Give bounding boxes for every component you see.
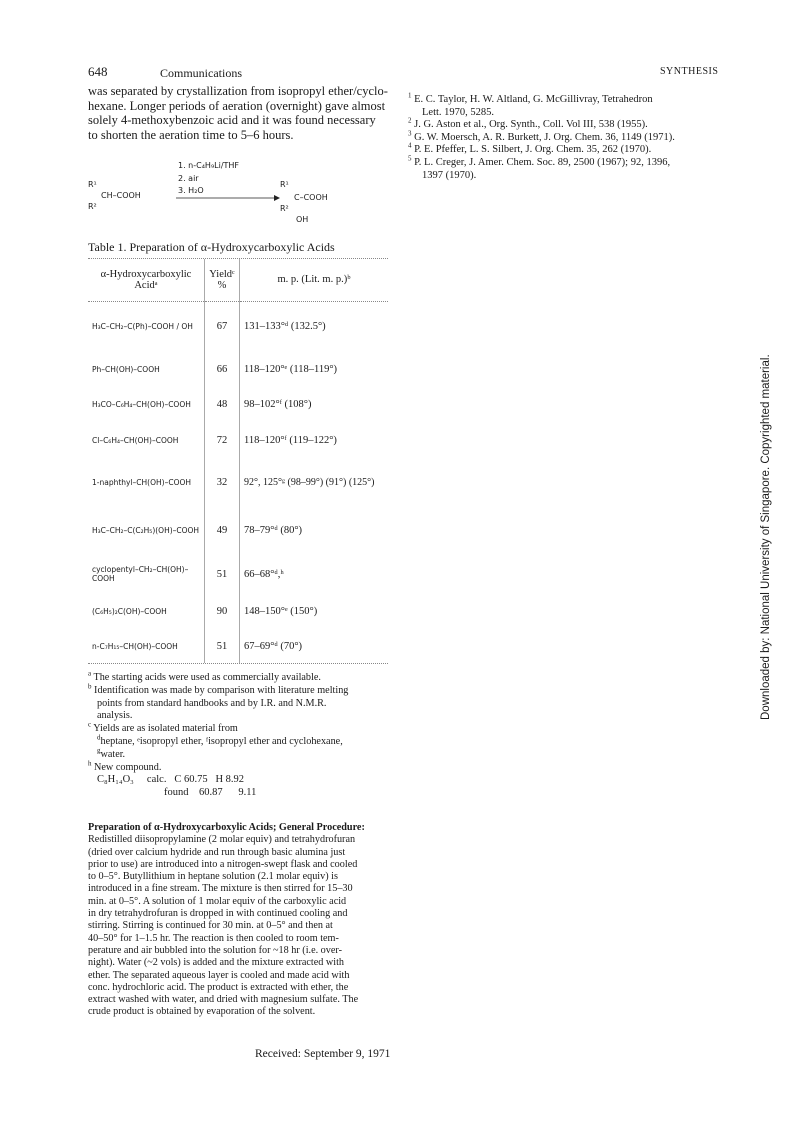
product-oh: OH: [296, 215, 309, 224]
text-line: ether. The separated aqueous layer is cooled and made acid with: [88, 969, 350, 981]
yield-cell: 90: [205, 593, 240, 629]
text-line: night). Water (~2 vols) is added and the mixture extracted with: [88, 957, 345, 969]
product-formula: C–COOH: [294, 193, 328, 202]
reference-item: $^5$ P. L. Creger, J. Amer. Chem. Soc. 89, 2500 (1967); 92, 1396,: [408, 154, 671, 168]
text-line: crude product is obtained by evaporation of the solvent.: [88, 1006, 316, 1018]
r2-label: R²: [88, 202, 97, 211]
text-line: in dry tetrahydrofuran is dropped in with continued cooling and: [88, 908, 348, 920]
text-line: to 0–5°. Butyllithium in heptane solution (2.1 molar equiv) is: [88, 871, 338, 883]
table-row: [88, 421, 388, 459]
intro-paragraph: [88, 84, 388, 142]
data-table: [88, 258, 388, 664]
section-title: Communications: [160, 66, 242, 80]
reaction-arrow: [176, 194, 280, 202]
received-date: Received: September 9, 1971: [255, 1048, 391, 1060]
acid-structure: Ph–CH(OH)–COOH: [88, 351, 205, 387]
scheme-step-2: 2. air: [178, 174, 199, 183]
text-line: perature and air bubbled into the solution for ~18 hr (i.e. over-: [88, 944, 342, 956]
yield-cell: 66: [205, 351, 240, 387]
mp-cell: 131–133°ᵈ (132.5°): [244, 320, 326, 332]
table-row: [88, 629, 388, 663]
footnote-b: Identification was made by comparison with literature melting: [94, 684, 349, 696]
acid-structure: (C₆H₅)₂C(OH)–COOH: [88, 593, 205, 629]
acid-structure: n-C₇H₁₅–CH(OH)–COOH: [88, 629, 205, 663]
reference-continuation: Lett. 1970, 5285.: [422, 106, 495, 118]
text-line: conc. hydrochloric acid. The product is extracted with ether, the: [88, 981, 349, 993]
reactant-formula: CH–COOH: [101, 191, 141, 200]
table-row: [88, 351, 388, 387]
reference-item: $^1$ E. C. Taylor, H. W. Altland, G. McGillivray, Tetrahedron: [408, 91, 653, 105]
table-title: Table 1. Preparation of α-Hydroxycarboxylic Acids: [88, 240, 335, 254]
text-line: Redistilled diisopropylamine (2 molar equiv) and tetrahydrofuran: [88, 834, 356, 846]
table-footnotes: $^a$ The starting acids were used as commercially available. $^b$ Identification was made by comparison with literature melting points from standard handbooks and by I.R. and N.M.R. analysis. $^c$ Yields are as isolated material from $^d$heptane, ᵉisopropyl ether, ᶠisopropyl ether and cyclohexane, $^g$water. $^h$ New compound. C₈H₁₄O₃ calc. C 60.75 H 8.92 found 60.87 9.11: [88, 672, 388, 800]
acid-structure: H₃CO–C₆H₄–CH(OH)–COOH: [88, 387, 205, 421]
text-line: hexane. Longer periods of aeration (overnight) gave almost: [88, 98, 386, 113]
yield-cell: 72: [205, 421, 240, 459]
scheme-step-3: 3. H₂O: [178, 186, 204, 195]
text-line: min. at 0–5°. A solution of 1 molar equiv of the carboxylic acid: [88, 895, 347, 907]
r1-label: R¹: [88, 180, 97, 189]
reference-item: $^3$ G. W. Moersch, A. R. Burkett, J. Org. Chem. 36, 1149 (1971).: [408, 129, 675, 143]
table-row: [88, 459, 388, 505]
download-watermark: Downloaded by: National University of Singapore. Copyrighted material.: [760, 354, 772, 720]
col-header-yield: Yieldᶜ %: [205, 259, 240, 301]
text-line: (dried over calcium hydride and run through basic alumina just: [88, 846, 346, 858]
general-procedure: [88, 822, 390, 1019]
text-line: was separated by crystallization from isopropyl ether/cyclo-: [88, 84, 388, 98]
footnote-b-line: analysis.: [97, 710, 133, 722]
reference-continuation: 1397 (1970).: [422, 169, 477, 181]
footnote-h: New compound.: [94, 761, 162, 773]
reference-list: [408, 91, 728, 182]
footnote-c: Yields are as isolated material from: [93, 723, 238, 735]
yield-cell: 49: [205, 505, 240, 555]
text-line: to shorten the aeration time to 5–6 hours.: [88, 127, 294, 142]
mp-cell: 148–150°ᵉ (150°): [244, 605, 318, 617]
text-line: stirring. Stirring is continued for 30 min. at 0–5° and then at: [88, 920, 333, 932]
product-r2-label: R²: [280, 204, 289, 213]
mp-cell: 78–79°ᵈ (80°): [244, 524, 303, 536]
col-header-acid: α-Hydroxycarboxylic Acidᵃ: [88, 259, 205, 301]
reference-item: $^4$ P. E. Pfeffer, L. S. Silbert, J. Org. Chem. 35, 262 (1970).: [408, 141, 652, 156]
reaction-scheme: [88, 158, 388, 230]
journal-name: SYNTHESIS: [660, 66, 719, 77]
product-r1-label: R¹: [280, 180, 289, 189]
reference-item: $^2$ J. G. Aston et al., Org. Synth., Coll. Vol III, 538 (1955).: [408, 116, 648, 131]
acid-structure: 1-naphthyl–CH(OH)–COOH: [88, 459, 205, 505]
text-line: extract washed with water, and dried with magnesium sulfate. The: [88, 994, 359, 1006]
table-row: [88, 387, 388, 421]
text-line: prior to use) are introduced into a nitrogen-swept flask and cooled: [88, 858, 358, 870]
elemental-analysis-calc: C₈H₁₄O₃ calc. C 60.75 H 8.92: [97, 774, 245, 786]
text-line: introduced in a fine stream. The mixture is then stirred for 15–30: [88, 883, 353, 895]
mp-cell: 92°, 125°ᵍ (98–99°) (91°) (125°): [244, 476, 375, 488]
col-header-mp: m. p. (Lit. m. p.)ᵇ: [277, 274, 351, 286]
yield-cell: 48: [205, 387, 240, 421]
mp-cell: 118–120°ᶠ (119–122°): [244, 434, 337, 446]
acid-structure: H₃C–CH₂–C(Ph)–COOH / OH: [88, 301, 205, 351]
text-line: solely 4-methoxybenzoic acid and it was found necessary: [88, 113, 376, 127]
yield-cell: 67: [205, 301, 240, 351]
acid-structure: H₃C–CH₂–C(C₂H₅)(OH)–COOH: [88, 505, 205, 555]
yield-cell: 51: [205, 629, 240, 663]
mp-cell: 66–68°ᵈ,ʰ: [244, 568, 284, 580]
page-number: 648: [88, 64, 108, 79]
mp-cell: 118–120°ᵉ (118–119°): [244, 363, 338, 375]
yield-cell: 32: [205, 459, 240, 505]
yield-cell: 51: [205, 555, 240, 593]
scheme-step-1: 1. n-C₄H₉Li/THF: [178, 161, 240, 170]
mp-cell: 98–102°ᶠ (108°): [244, 398, 312, 410]
acid-structure: cyclopentyl–CH₂–CH(OH)–COOH: [88, 555, 205, 593]
table-row: [88, 555, 388, 593]
table-row: [88, 505, 388, 555]
footnote-a: The starting acids were used as commercially available.: [93, 672, 321, 683]
procedure-heading: Preparation of α-Hydroxycarboxylic Acids; General Procedure:: [88, 822, 365, 833]
mp-cell: 67–69°ᵈ (70°): [244, 640, 303, 652]
table-row: [88, 593, 388, 629]
footnote-b-line: points from standard handbooks and by I.R. and N.M.R.: [97, 697, 327, 709]
footnote-c-line: heptane, ᵉisopropyl ether, ᶠisopropyl ether and cyclohexane,: [100, 735, 343, 747]
footnote-c-line: water.: [100, 748, 126, 760]
acid-structure: Cl–C₆H₄–CH(OH)–COOH: [88, 421, 205, 459]
table-row: [88, 301, 388, 351]
elemental-analysis-found: found 60.87 9.11: [164, 787, 257, 799]
text-line: 40–50° for 1–1.5 hr. The reaction is then cooled to room tem-: [88, 932, 339, 944]
